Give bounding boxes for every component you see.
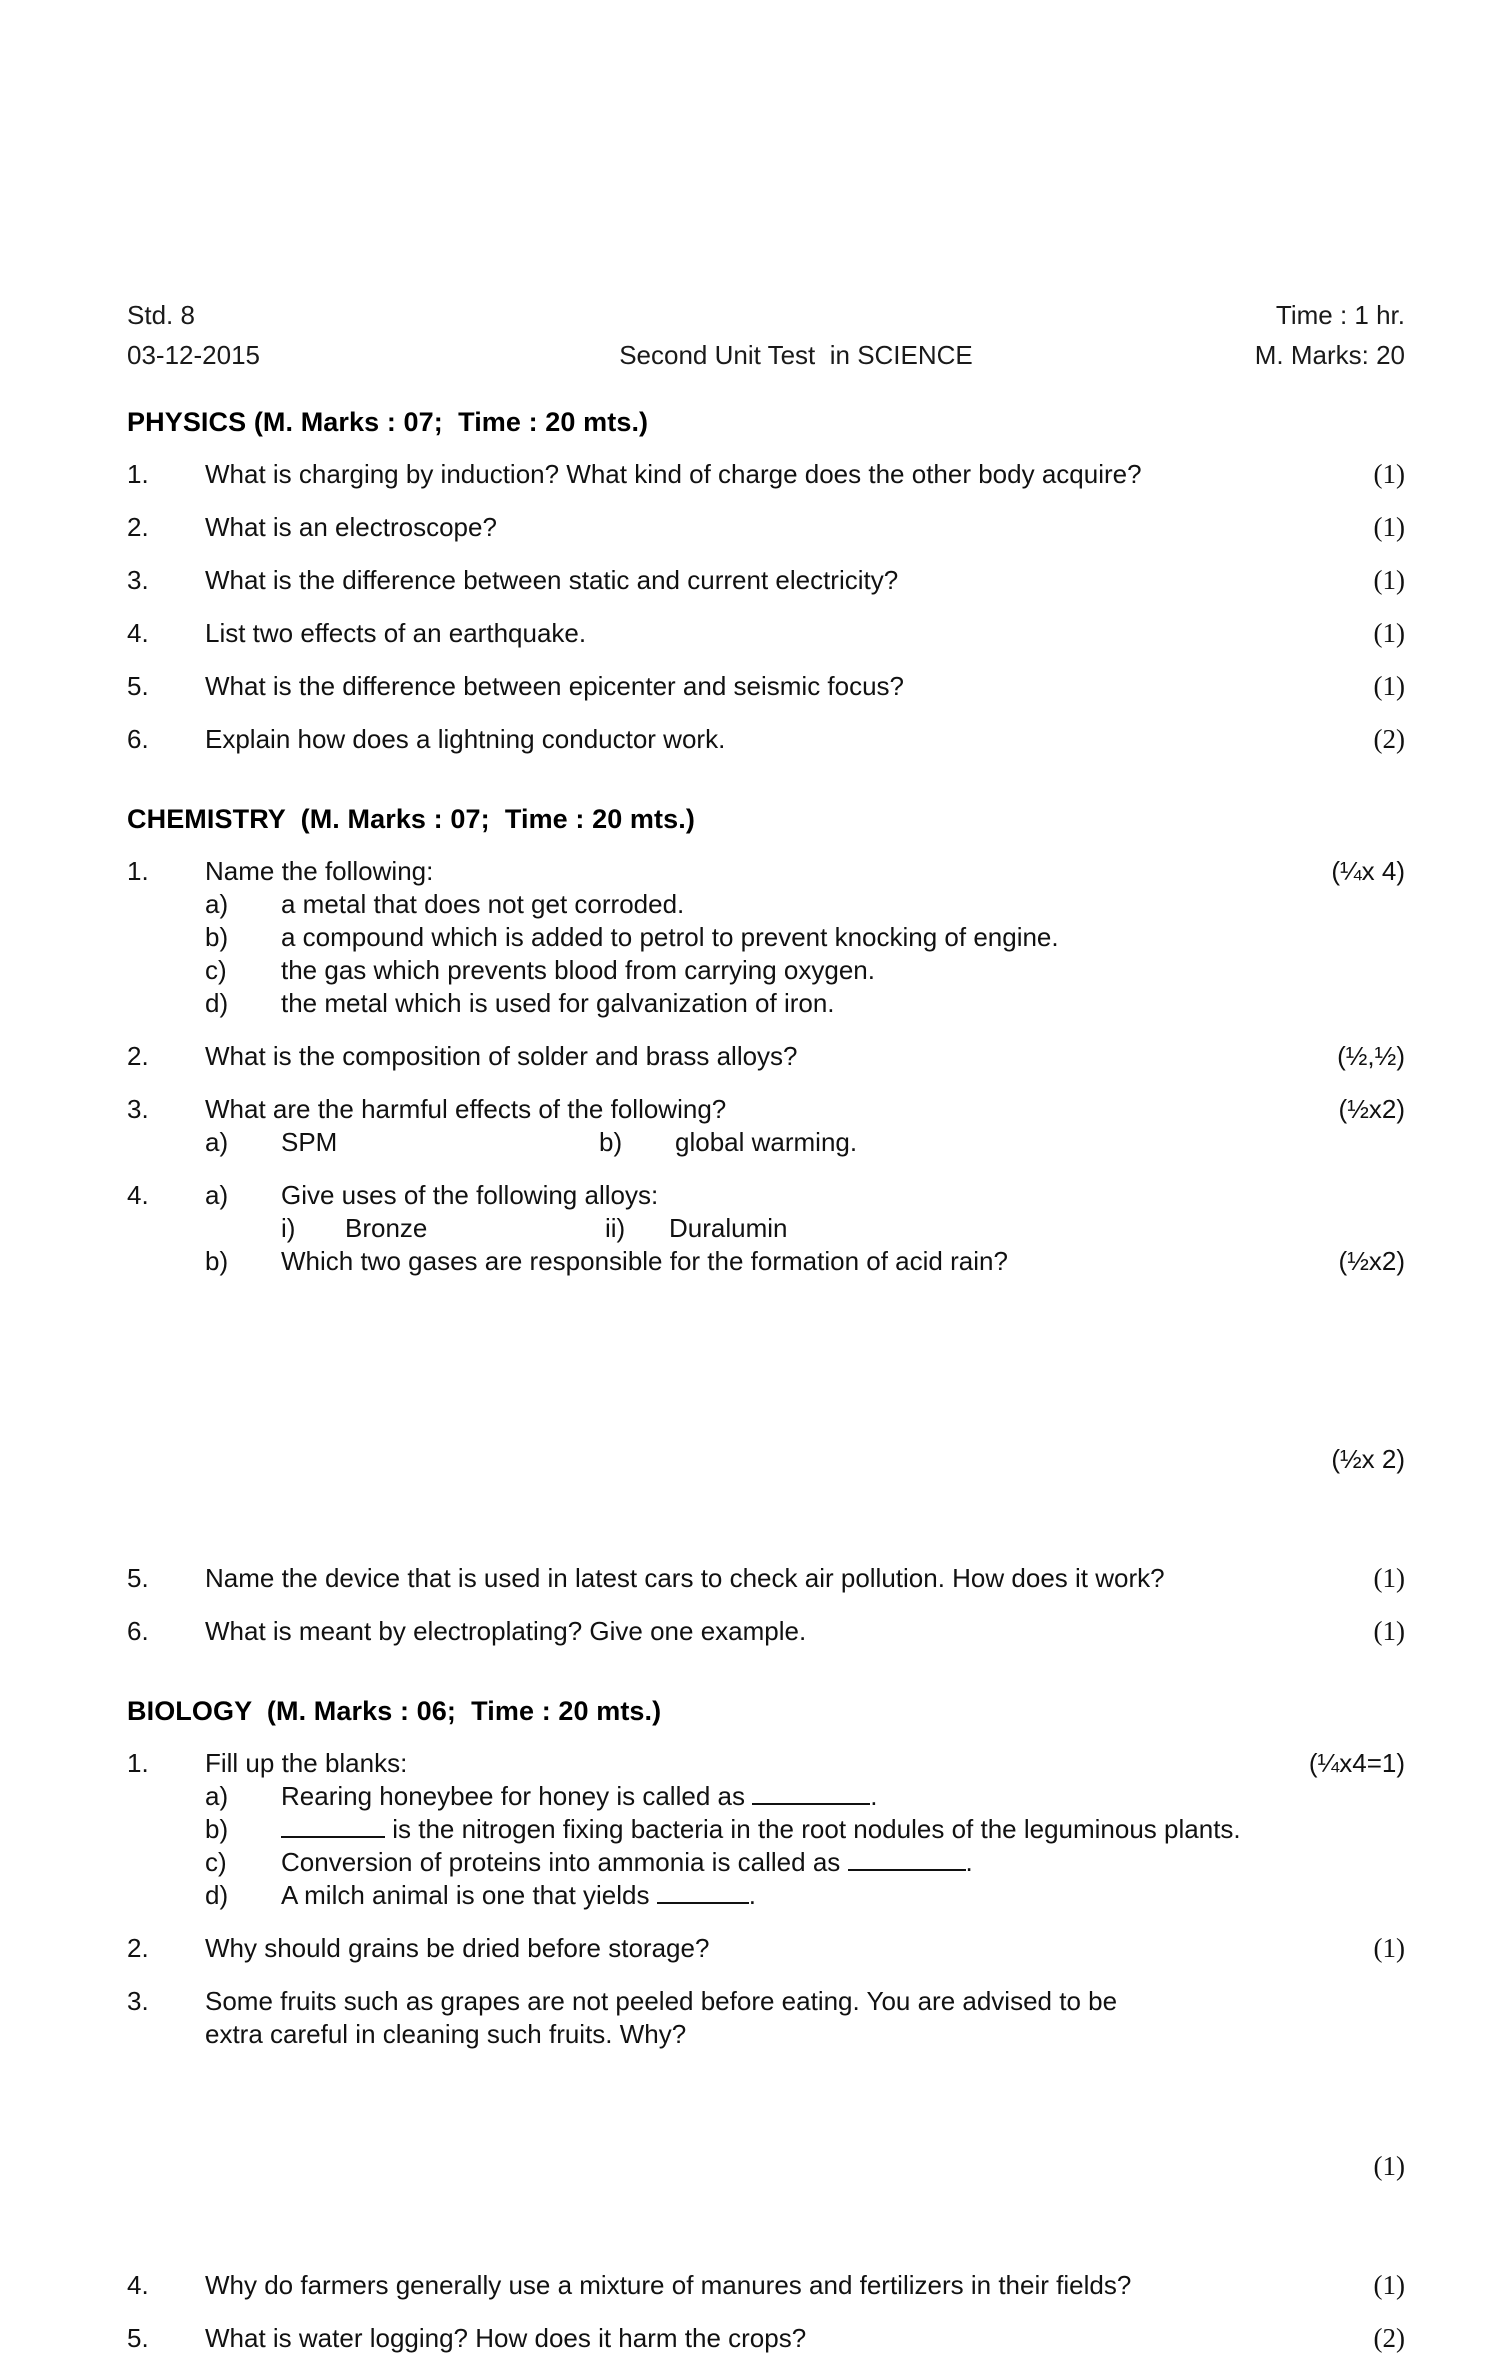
- roman-text: Bronze: [345, 1213, 428, 1243]
- exam-title: Second Unit Test in SCIENCE: [619, 340, 973, 370]
- question-row: [127, 855, 1405, 1020]
- question-marks: (1): [1373, 512, 1405, 542]
- question-marks: (1): [1373, 1933, 1405, 1963]
- roman-text: Duralumin: [669, 1213, 788, 1243]
- sub-question-label: d): [205, 1880, 229, 1910]
- sub-question-label: d): [205, 988, 229, 1018]
- blank-suffix: .: [965, 1847, 973, 1877]
- section-heading-biology: BIOLOGY (M. Marks : 06; Time : 20 mts.): [127, 1696, 662, 1726]
- question-marks: (1): [1373, 2151, 1405, 2181]
- fill-blank-text: [281, 1846, 1285, 1879]
- sub-question-label: a): [205, 1781, 229, 1811]
- sub-question-row: [205, 1179, 1285, 1212]
- question-text: What is water logging? How does it harm the crops?: [205, 2323, 807, 2353]
- fill-blank-row: [205, 1813, 1285, 1846]
- sub-question-text: the gas which prevents blood from carrying oxygen.: [281, 955, 875, 985]
- question-marks: (1): [1373, 618, 1405, 648]
- blank-field[interactable]: [752, 1803, 870, 1805]
- time-allowed: Time : 1 hr.: [1275, 300, 1405, 330]
- question-row: [127, 2322, 1405, 2355]
- sub-question-label: c): [205, 1847, 227, 1877]
- sub-question-label: b): [599, 1127, 623, 1157]
- question-text: What is charging by induction? What kind of charge does the other body acquire?: [205, 459, 1142, 489]
- sub-question-text: a compound which is added to petrol to prevent knocking of engine.: [281, 922, 1059, 952]
- question-text: What is the difference between epicenter and seismic focus?: [205, 671, 905, 701]
- question-marks: (2): [1373, 724, 1405, 754]
- section-heading-chemistry: CHEMISTRY (M. Marks : 07; Time : 20 mts.): [127, 804, 695, 834]
- sub-question-text: global warming.: [675, 1127, 858, 1157]
- sub-question-row: [205, 1245, 1285, 1278]
- sub-question-label: a): [205, 1180, 229, 1210]
- question-row: [127, 617, 1405, 650]
- fill-blank-text: [281, 1813, 1285, 1846]
- question-number: 6.: [127, 724, 149, 754]
- question-body: [205, 1179, 1285, 1278]
- question-text: Why do farmers generally use a mixture of manures and fertilizers in their fields?: [205, 2270, 1132, 2300]
- marks-spacer: [1285, 2051, 1405, 2084]
- question-row: [127, 1093, 1405, 1159]
- question-row: [127, 1615, 1405, 1648]
- sub-question-label: b): [205, 1246, 229, 1276]
- question-marks-group: [1285, 1985, 1405, 2249]
- question-number: 1.: [127, 459, 149, 489]
- question-text: Name the device that is used in latest cars to check air pollution. How does it work?: [205, 1563, 1165, 1593]
- question-marks: (2): [1373, 2323, 1405, 2353]
- sub-question-label: a): [205, 1127, 229, 1157]
- question-marks: (1): [1373, 671, 1405, 701]
- sub-question-row: [205, 987, 1285, 1020]
- document-header: [127, 295, 1405, 375]
- sub-question-text: Which two gases are responsible for the formation of acid rain?: [281, 1246, 1008, 1276]
- sub-question-text: a metal that does not get corroded.: [281, 889, 685, 919]
- question-row: [127, 1932, 1405, 1965]
- blank-prefix: Conversion of proteins into ammonia is called as: [281, 1847, 848, 1877]
- question-row: [127, 511, 1405, 544]
- question-row: [127, 670, 1405, 703]
- question-text: Explain how does a lightning conductor work.: [205, 724, 726, 754]
- question-row: [127, 2269, 1405, 2302]
- sub-question-label: a): [205, 889, 229, 919]
- fill-blank-row: [205, 1879, 1285, 1912]
- fill-blank-row: [205, 1780, 1285, 1813]
- question-marks: (1): [1373, 1563, 1405, 1593]
- question-number: 4.: [127, 2270, 149, 2300]
- question-number: 1.: [127, 1748, 149, 1778]
- sub-question-row: [205, 1126, 1285, 1159]
- sub-question-inline-group: [281, 1126, 1285, 1159]
- sub-question-row: [205, 954, 1285, 987]
- question-body: [205, 1093, 1285, 1159]
- question-number: 5.: [127, 1563, 149, 1593]
- question-row: [127, 1179, 1405, 1542]
- sub-question-label: b): [205, 1814, 229, 1844]
- question-text: What is meant by electroplating? Give one example.: [205, 1616, 807, 1646]
- question-body: [205, 1747, 1285, 1912]
- blank-prefix: Rearing honeybee for honey is called as: [281, 1781, 753, 1811]
- marks-spacer: [1285, 1344, 1405, 1377]
- question-row: [127, 1562, 1405, 1595]
- question-body: [205, 1985, 1285, 2051]
- question-number: 5.: [127, 2323, 149, 2353]
- question-number: 2.: [127, 1933, 149, 1963]
- question-marks: (½x2): [1338, 1094, 1405, 1124]
- question-marks: (¼x 4): [1331, 856, 1405, 886]
- question-number: 6.: [127, 1616, 149, 1646]
- roman-group: [281, 1212, 1285, 1245]
- blank-field[interactable]: [281, 1836, 385, 1838]
- question-text: Fill up the blanks:: [205, 1748, 408, 1778]
- blank-field[interactable]: [657, 1902, 749, 1904]
- exam-date: 03-12-2015: [127, 340, 260, 370]
- question-body: [205, 855, 1285, 1020]
- question-number: 2.: [127, 1041, 149, 1071]
- question-number: 3.: [127, 1986, 149, 2016]
- question-marks: (1): [1373, 459, 1405, 489]
- sub-question-label: b): [205, 922, 229, 952]
- fill-blank-row: [205, 1846, 1285, 1879]
- blank-field[interactable]: [848, 1869, 966, 1871]
- question-text: What is the composition of solder and brass alloys?: [205, 1041, 798, 1071]
- blank-prefix: A milch animal is one that yields: [281, 1880, 657, 1910]
- roman-label: ii): [605, 1213, 626, 1243]
- sub-question-label: c): [205, 955, 227, 985]
- question-text: What is the difference between static and current electricity?: [205, 565, 899, 595]
- question-row: [127, 1747, 1405, 1912]
- question-row: [127, 564, 1405, 597]
- question-number: 5.: [127, 671, 149, 701]
- question-text: What are the harmful effects of the following?: [205, 1094, 727, 1124]
- question-text-line-1: Some fruits such as grapes are not peeled before eating. You are advised to be: [205, 1986, 1118, 2016]
- roman-label: i): [281, 1213, 296, 1243]
- blank-suffix: is the nitrogen fixing bacteria in the root nodules of the leguminous plants.: [385, 1814, 1241, 1844]
- question-marks: (1): [1373, 2270, 1405, 2300]
- question-marks: (½x2): [1338, 1246, 1405, 1276]
- fill-blank-text: [281, 1879, 1285, 1912]
- question-marks: (1): [1373, 1616, 1405, 1646]
- sub-question-text: SPM: [281, 1127, 338, 1157]
- sub-question-text: Give uses of the following alloys:: [281, 1180, 659, 1210]
- section-heading-physics: PHYSICS (M. Marks : 07; Time : 20 mts.): [127, 407, 649, 437]
- question-row: [127, 1985, 1405, 2249]
- standard-label: Std. 8: [127, 300, 195, 330]
- question-row: [127, 1040, 1405, 1073]
- sub-question-row: [205, 921, 1285, 954]
- question-marks-group: [1285, 1179, 1405, 1542]
- question-marks: (1): [1373, 565, 1405, 595]
- question-number: 3.: [127, 565, 149, 595]
- question-number: 3.: [127, 1094, 149, 1124]
- question-text: What is an electroscope?: [205, 512, 497, 542]
- blank-suffix: .: [870, 1781, 878, 1811]
- blank-suffix: .: [748, 1880, 756, 1910]
- header-row-2: [127, 335, 1405, 375]
- roman-sub-row: [205, 1212, 1285, 1245]
- question-number: 2.: [127, 512, 149, 542]
- header-row-1: [127, 295, 1405, 335]
- question-text: List two effects of an earthquake.: [205, 618, 587, 648]
- question-marks: (¼x4=1): [1308, 1748, 1405, 1778]
- question-row: [127, 458, 1405, 491]
- sub-question-row: [205, 888, 1285, 921]
- question-list-physics: [127, 458, 1405, 756]
- question-list-chemistry: [127, 855, 1405, 1648]
- fill-blank-text: [281, 1780, 1285, 1813]
- question-number: 1.: [127, 856, 149, 886]
- question-text: Name the following:: [205, 856, 434, 886]
- question-number: 4.: [127, 1180, 149, 1210]
- question-text: Why should grains be dried before storage?: [205, 1933, 710, 1963]
- question-number: 4.: [127, 618, 149, 648]
- question-row: [127, 723, 1405, 756]
- question-marks: (½x 2): [1331, 1444, 1405, 1474]
- question-text-line-2: extra careful in cleaning such fruits. Why?: [205, 2019, 687, 2049]
- maximum-marks: M. Marks: 20: [1254, 340, 1405, 370]
- sub-question-text: the metal which is used for galvanization of iron.: [281, 988, 835, 1018]
- question-list-biology: [127, 1747, 1405, 2355]
- question-marks: (½,½): [1337, 1041, 1405, 1071]
